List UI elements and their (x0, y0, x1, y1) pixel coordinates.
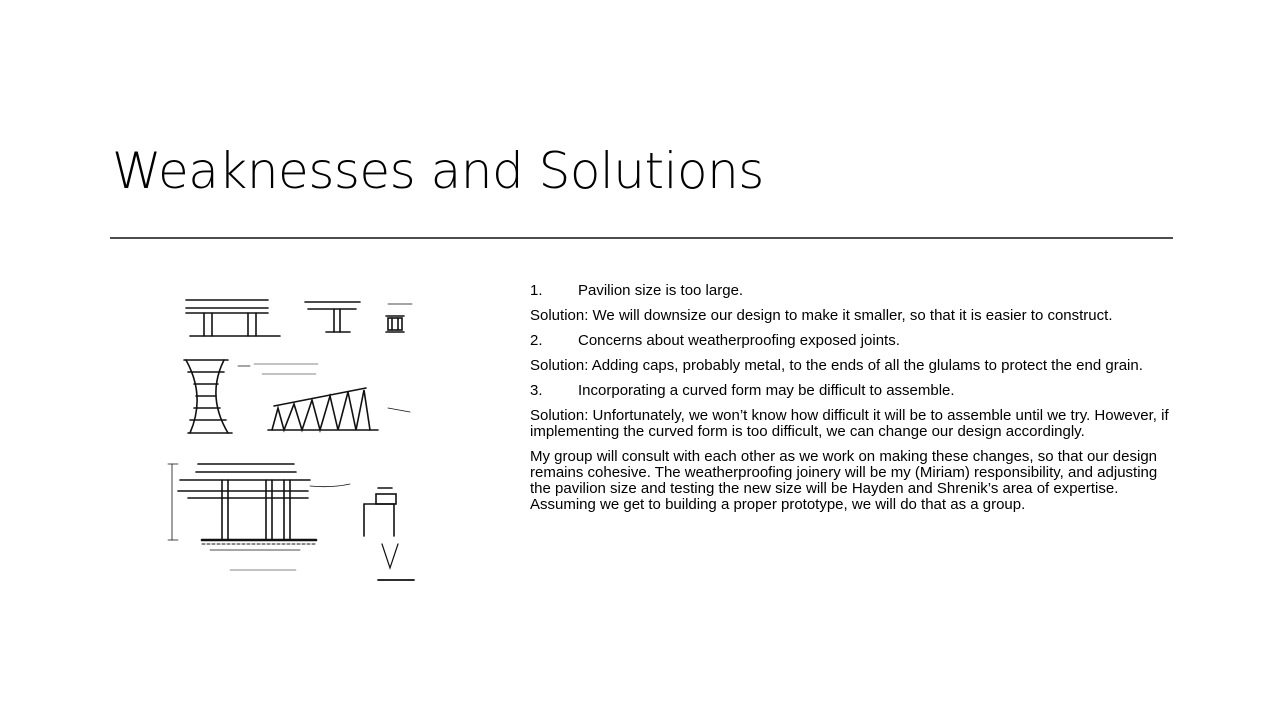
sketch-folded-roof (268, 388, 410, 430)
pavilion-sketch-image (150, 288, 440, 588)
item-text: Pavilion size is too large. (578, 282, 744, 299)
closing-paragraph: My group will consult with each other as we work on making these changes, so that our design remains cohesive. The weatherproofing joinery will be my (Miriam) responsibility, and adjusting the pavilion size and testing the new size will be Hayden and Shrenik’s area of expertise. Assuming we get to building a proper prototype, we will do that as a group. (530, 448, 1158, 513)
numbered-item (530, 283, 1175, 299)
numbered-item (530, 333, 1175, 349)
item-number: 3. (530, 382, 543, 399)
item-text: Concerns about weatherproofing exposed joints. (578, 332, 900, 349)
numbered-item (530, 383, 1175, 399)
sketch-curved-column (184, 360, 318, 433)
item-number: 1. (530, 282, 543, 299)
sketch-post-detail (364, 488, 414, 580)
sketch-elevation-top (186, 300, 280, 336)
title-divider (110, 237, 1173, 239)
sketch-section-top (305, 302, 360, 332)
sketch-main-elevation (168, 464, 350, 570)
item-number: 2. (530, 332, 543, 349)
slide-body-text (530, 283, 1175, 522)
item-text: Incorporating a curved form may be difficult to assemble. (578, 382, 955, 399)
sketch-cap-detail (386, 304, 412, 332)
solution-paragraph: Solution: Unfortunately, we won’t know how difficult it will be to assemble until we try. However, if implementing the curved form is too difficult, we can change our design accordingly. (530, 407, 1169, 440)
slide-title: Weaknesses and Solutions (112, 142, 764, 200)
solution-paragraph: Solution: We will downsize our design to make it smaller, so that it is easier to construct. (530, 307, 1113, 324)
solution-paragraph: Solution: Adding caps, probably metal, to the ends of all the glulams to protect the end grain. (530, 357, 1143, 374)
